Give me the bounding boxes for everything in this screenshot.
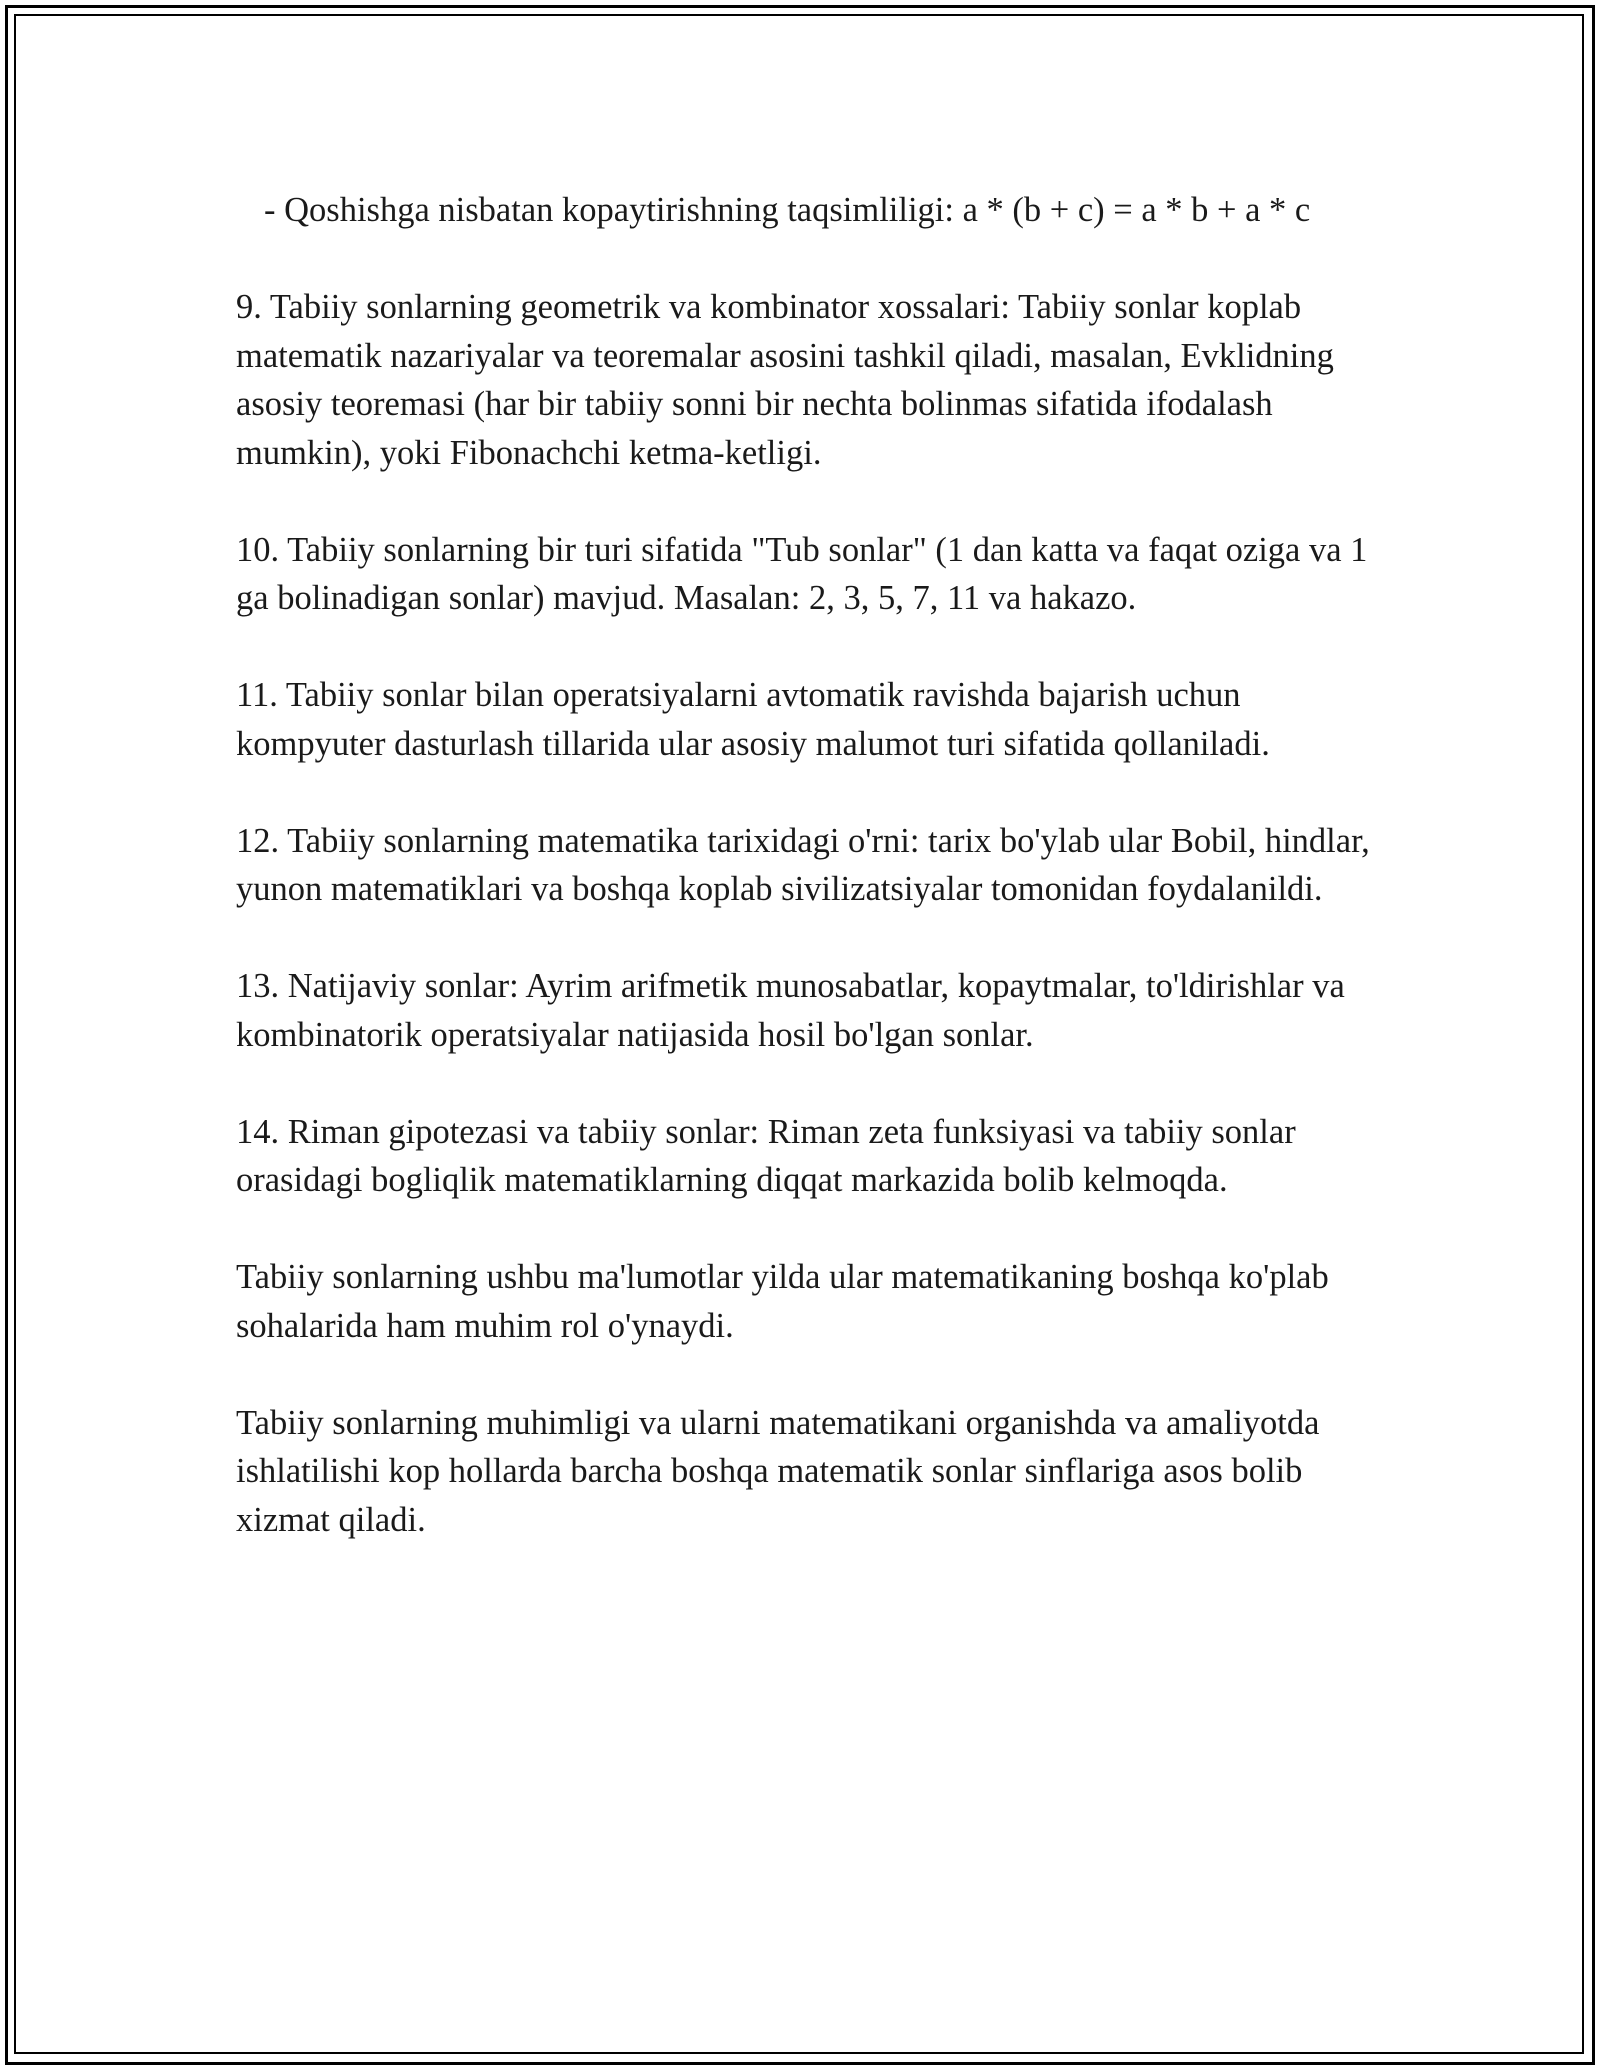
paragraph-item-11: 11. Tabiiy sonlar bilan operatsiyalarni avtomatik ravishda bajarish uchun kompyuter dasturlash tillarida ular asosiy malumot turi sifatida qollaniladi. xyxy=(236,676,1270,763)
paragraph-item-14: 14. Riman gipotezasi va tabiiy sonlar: Riman zeta funksiyasi va tabiiy sonlar orasidagi bogliqlik matematiklarning diqqat markazida bolib kelmoqda. xyxy=(236,1112,1296,1199)
paragraph-summary: Tabiiy sonlarning ushbu ma'lumotlar yilda ular matematikaning boshqa ko'plab sohalarida ham muhim rol o'ynaydi. xyxy=(236,1258,1329,1345)
paragraph-item-12: 12. Tabiiy sonlarning matematika tarixidagi o'rni: tarix bo'ylab ular Bobil, hindlar, yunon matematiklari va boshqa koplab sivilizatsiyalar tomonidan foydalanildi. xyxy=(236,821,1370,908)
paragraph-item-10: 10. Tabiiy sonlarning bir turi sifatida "Tub sonlar" (1 dan katta va faqat oziga va 1 ga bolinadigan sonlar) mavjud. Masalan: 2, 3, 5, 7, 11 va hakazo. xyxy=(236,530,1368,617)
paragraph-conclusion: Tabiiy sonlarning muhimligi va ularni matematikani organishda va amaliyotda ishlatilishi kop hollarda barcha boshqa matematik sonlar sinflariga asos bolib xizmat qiladi. xyxy=(236,1403,1320,1539)
document-body xyxy=(236,186,1376,1593)
paragraph-distributive-property: - Qoshishga nisbatan kopaytirishning taqsimliligi: a * (b + c) = a * b + a * c xyxy=(264,191,1311,229)
paragraph-item-9: 9. Tabiiy sonlarning geometrik va kombinator xossalari: Tabiiy sonlar koplab matematik nazariyalar va teoremalar asosini tashkil qiladi, masalan, Evklidning asosiy teoremasi (har bir tabiiy sonni bir nechta bolinmas sifatida ifodalash mumkin), yoki Fibonachchi ketma-ketligi. xyxy=(236,288,1334,472)
paragraph-item-13: 13. Natijaviy sonlar: Ayrim arifmetik munosabatlar, kopaytmalar, to'ldirishlar va kombinatorik operatsiyalar natijasida hosil bo'lgan sonlar. xyxy=(236,967,1345,1054)
